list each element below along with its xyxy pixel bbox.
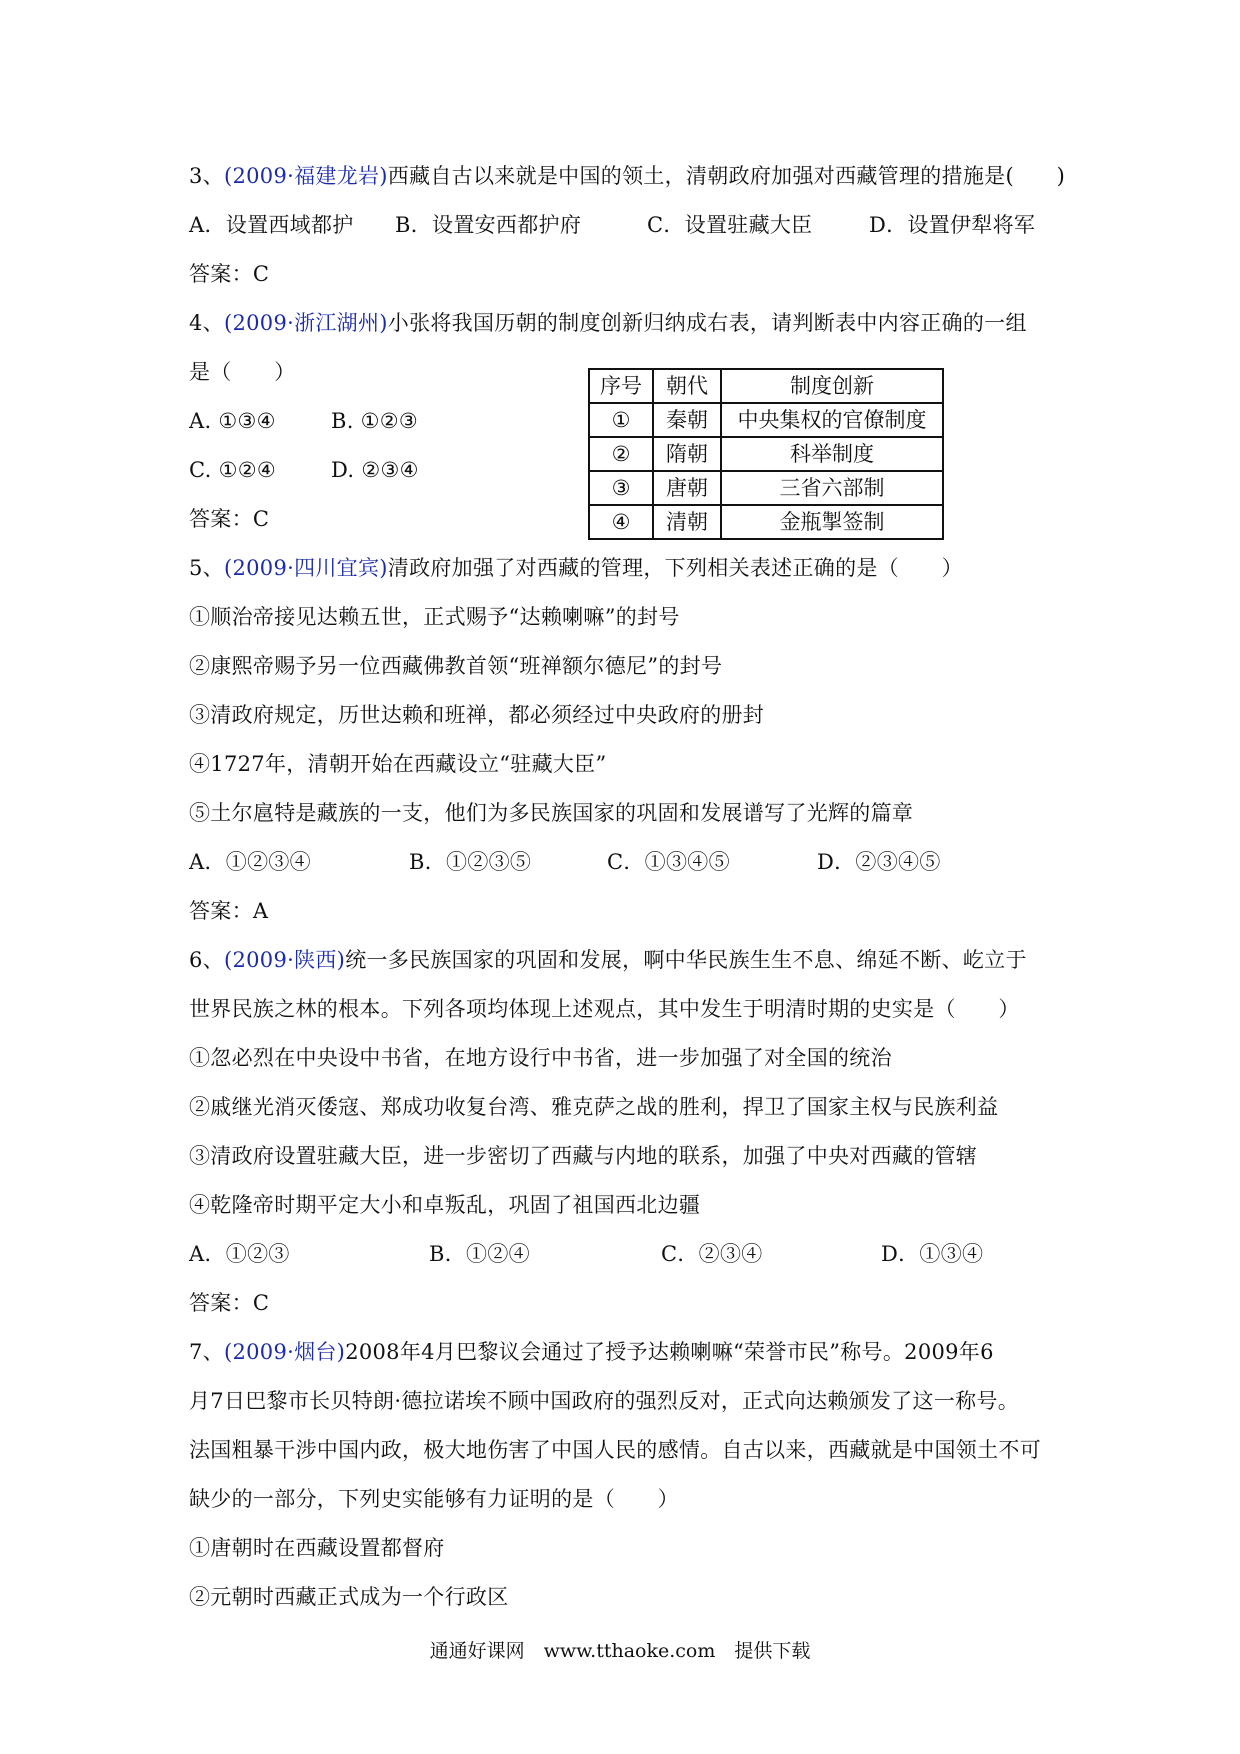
q7-item-1: ①唐朝时在西藏设置都督府: [189, 1536, 445, 1560]
q3-option-a: A．设置西域都护: [189, 213, 354, 237]
table-cell: ④: [589, 505, 653, 539]
table-header-cell: 制度创新: [721, 369, 943, 403]
table-cell: 三省六部制: [721, 471, 943, 505]
q4-option-d: D. ②③④: [331, 458, 419, 482]
q6-option-c: C．②③④: [661, 1242, 763, 1266]
q6-option-d: D．①③④: [881, 1242, 984, 1266]
q5-option-d: D．②③④⑤: [817, 850, 941, 874]
q4-source: (2009·浙江湖州): [223, 311, 388, 335]
table-cell: 清朝: [653, 505, 721, 539]
q6-stem-line-1: [189, 940, 1027, 980]
table-cell: 秦朝: [653, 403, 721, 437]
q6-answer: 答案：C: [189, 1291, 270, 1315]
q3-options: [189, 205, 1089, 245]
page-footer: 通通好课网 www.tthaoke.com 提供下载: [429, 1640, 811, 1662]
q6-option-a: A．①②③: [189, 1242, 290, 1266]
table-cell: 唐朝: [653, 471, 721, 505]
q7-number: 7、: [189, 1340, 224, 1364]
table-cell: 科举制度: [721, 437, 943, 471]
q5-item-4: ④1727年，清朝开始在西藏设立“驻藏大臣”: [189, 752, 607, 776]
q4-stem-line-2: 是（ ）: [189, 360, 296, 384]
q5-source: (2009·四川宜宾): [223, 556, 388, 580]
q4-option-b: B. ①②③: [331, 409, 419, 433]
q7-source: (2009·烟台): [223, 1340, 346, 1364]
table-row: [589, 505, 943, 539]
table-cell: 隋朝: [653, 437, 721, 471]
q3-option-b: B．设置安西都护府: [395, 213, 582, 237]
q5-stem-line: [189, 548, 963, 588]
table-header-cell: 朝代: [653, 369, 721, 403]
q5-item-5: ⑤土尔扈特是藏族的一支，他们为多民族国家的巩固和发展谱写了光辉的篇章: [189, 801, 914, 825]
q4-options-row-1: [189, 401, 489, 441]
q4-stem-1: 小张将我国历朝的制度创新归纳成右表，请判断表中内容正确的一组: [387, 311, 1027, 335]
q5-item-1: ①顺治帝接见达赖五世，正式赐予“达赖喇嘛”的封号: [189, 605, 680, 629]
q6-item-4: ④乾隆帝时期平定大小和卓叛乱，巩固了祖国西北边疆: [189, 1193, 701, 1217]
q3-option-c: C．设置驻藏大臣: [647, 213, 813, 237]
table-row: [589, 471, 943, 505]
q4-institution-table: [588, 368, 944, 540]
q5-number: 5、: [189, 556, 224, 580]
table-cell: ③: [589, 471, 653, 505]
q7-stem-line-1: [189, 1332, 994, 1372]
table-cell: ①: [589, 403, 653, 437]
table-row: [589, 403, 943, 437]
q4-options-row-2: [189, 450, 489, 490]
q6-number: 6、: [189, 948, 224, 972]
q4-stem-line-1: [189, 303, 1027, 343]
table-header-cell: 序号: [589, 369, 653, 403]
q4-number: 4、: [189, 311, 224, 335]
q3-number: 3、: [189, 164, 224, 188]
q6-item-3: ③清政府设置驻藏大臣，进一步密切了西藏与内地的联系，加强了中央对西藏的管辖: [189, 1144, 978, 1168]
q5-answer: 答案：A: [189, 899, 269, 923]
table-header-row: [589, 369, 943, 403]
q6-options: [189, 1234, 1089, 1274]
q3-stem: 西藏自古以来就是中国的领土，清朝政府加强对西藏管理的措施是( ): [387, 164, 1066, 188]
q7-stem-line-2: 月7日巴黎市长贝特朗·德拉诺埃不顾中国政府的强烈反对，正式向达赖颁发了这一称号。: [189, 1389, 1020, 1413]
table-cell: ②: [589, 437, 653, 471]
q6-stem-1: 统一多民族国家的巩固和发展，啊中华民族生生不息、绵延不断、屹立于: [345, 948, 1027, 972]
q7-stem-1: 2008年4月巴黎议会通过了授予达赖喇嘛“荣誉市民”称号。2009年6: [345, 1340, 994, 1364]
q6-option-b: B．①②④: [429, 1242, 530, 1266]
q6-item-2: ②戚继光消灭倭寇、郑成功收复台湾、雅克萨之战的胜利，捍卫了国家主权与民族利益: [189, 1095, 999, 1119]
q3-answer: 答案：C: [189, 262, 270, 286]
q3-option-d: D．设置伊犁将军: [869, 213, 1036, 237]
q5-options: [189, 842, 1089, 882]
q7-stem-line-3: 法国粗暴干涉中国内政，极大地伤害了中国人民的感情。自古以来，西藏就是中国领土不可: [189, 1438, 1041, 1462]
q5-option-a: A．①②③④: [189, 850, 311, 874]
q6-source: (2009·陕西): [223, 948, 346, 972]
q6-item-1: ①忽必烈在中央设中书省，在地方设行中书省，进一步加强了对全国的统治: [189, 1046, 892, 1070]
q5-option-b: B．①②③⑤: [409, 850, 532, 874]
q5-stem: 清政府加强了对西藏的管理，下列相关表述正确的是（ ）: [387, 556, 963, 580]
q5-option-c: C．①③④⑤: [607, 850, 730, 874]
q5-item-2: ②康熙帝赐予另一位西藏佛教首领“班禅额尔德尼”的封号: [189, 654, 723, 678]
table-row: [589, 437, 943, 471]
q4-option-c: C. ①②④: [189, 458, 276, 482]
table-cell: 金瓶掣签制: [721, 505, 943, 539]
q7-item-2: ②元朝时西藏正式成为一个行政区: [189, 1585, 509, 1609]
q7-stem-line-4: 缺少的一部分，下列史实能够有力证明的是（ ）: [189, 1487, 679, 1511]
q3-source: (2009·福建龙岩): [223, 164, 388, 188]
q3-stem-line: [189, 156, 1065, 196]
q5-item-3: ③清政府规定，历世达赖和班禅，都必须经过中央政府的册封: [189, 703, 765, 727]
q6-stem-line-2: 世界民族之林的根本。下列各项均体现上述观点，其中发生于明清时期的史实是（ ）: [189, 997, 1020, 1021]
table-cell: 中央集权的官僚制度: [721, 403, 943, 437]
q4-answer: 答案：C: [189, 507, 270, 531]
q4-option-a: A. ①③④: [189, 409, 276, 433]
